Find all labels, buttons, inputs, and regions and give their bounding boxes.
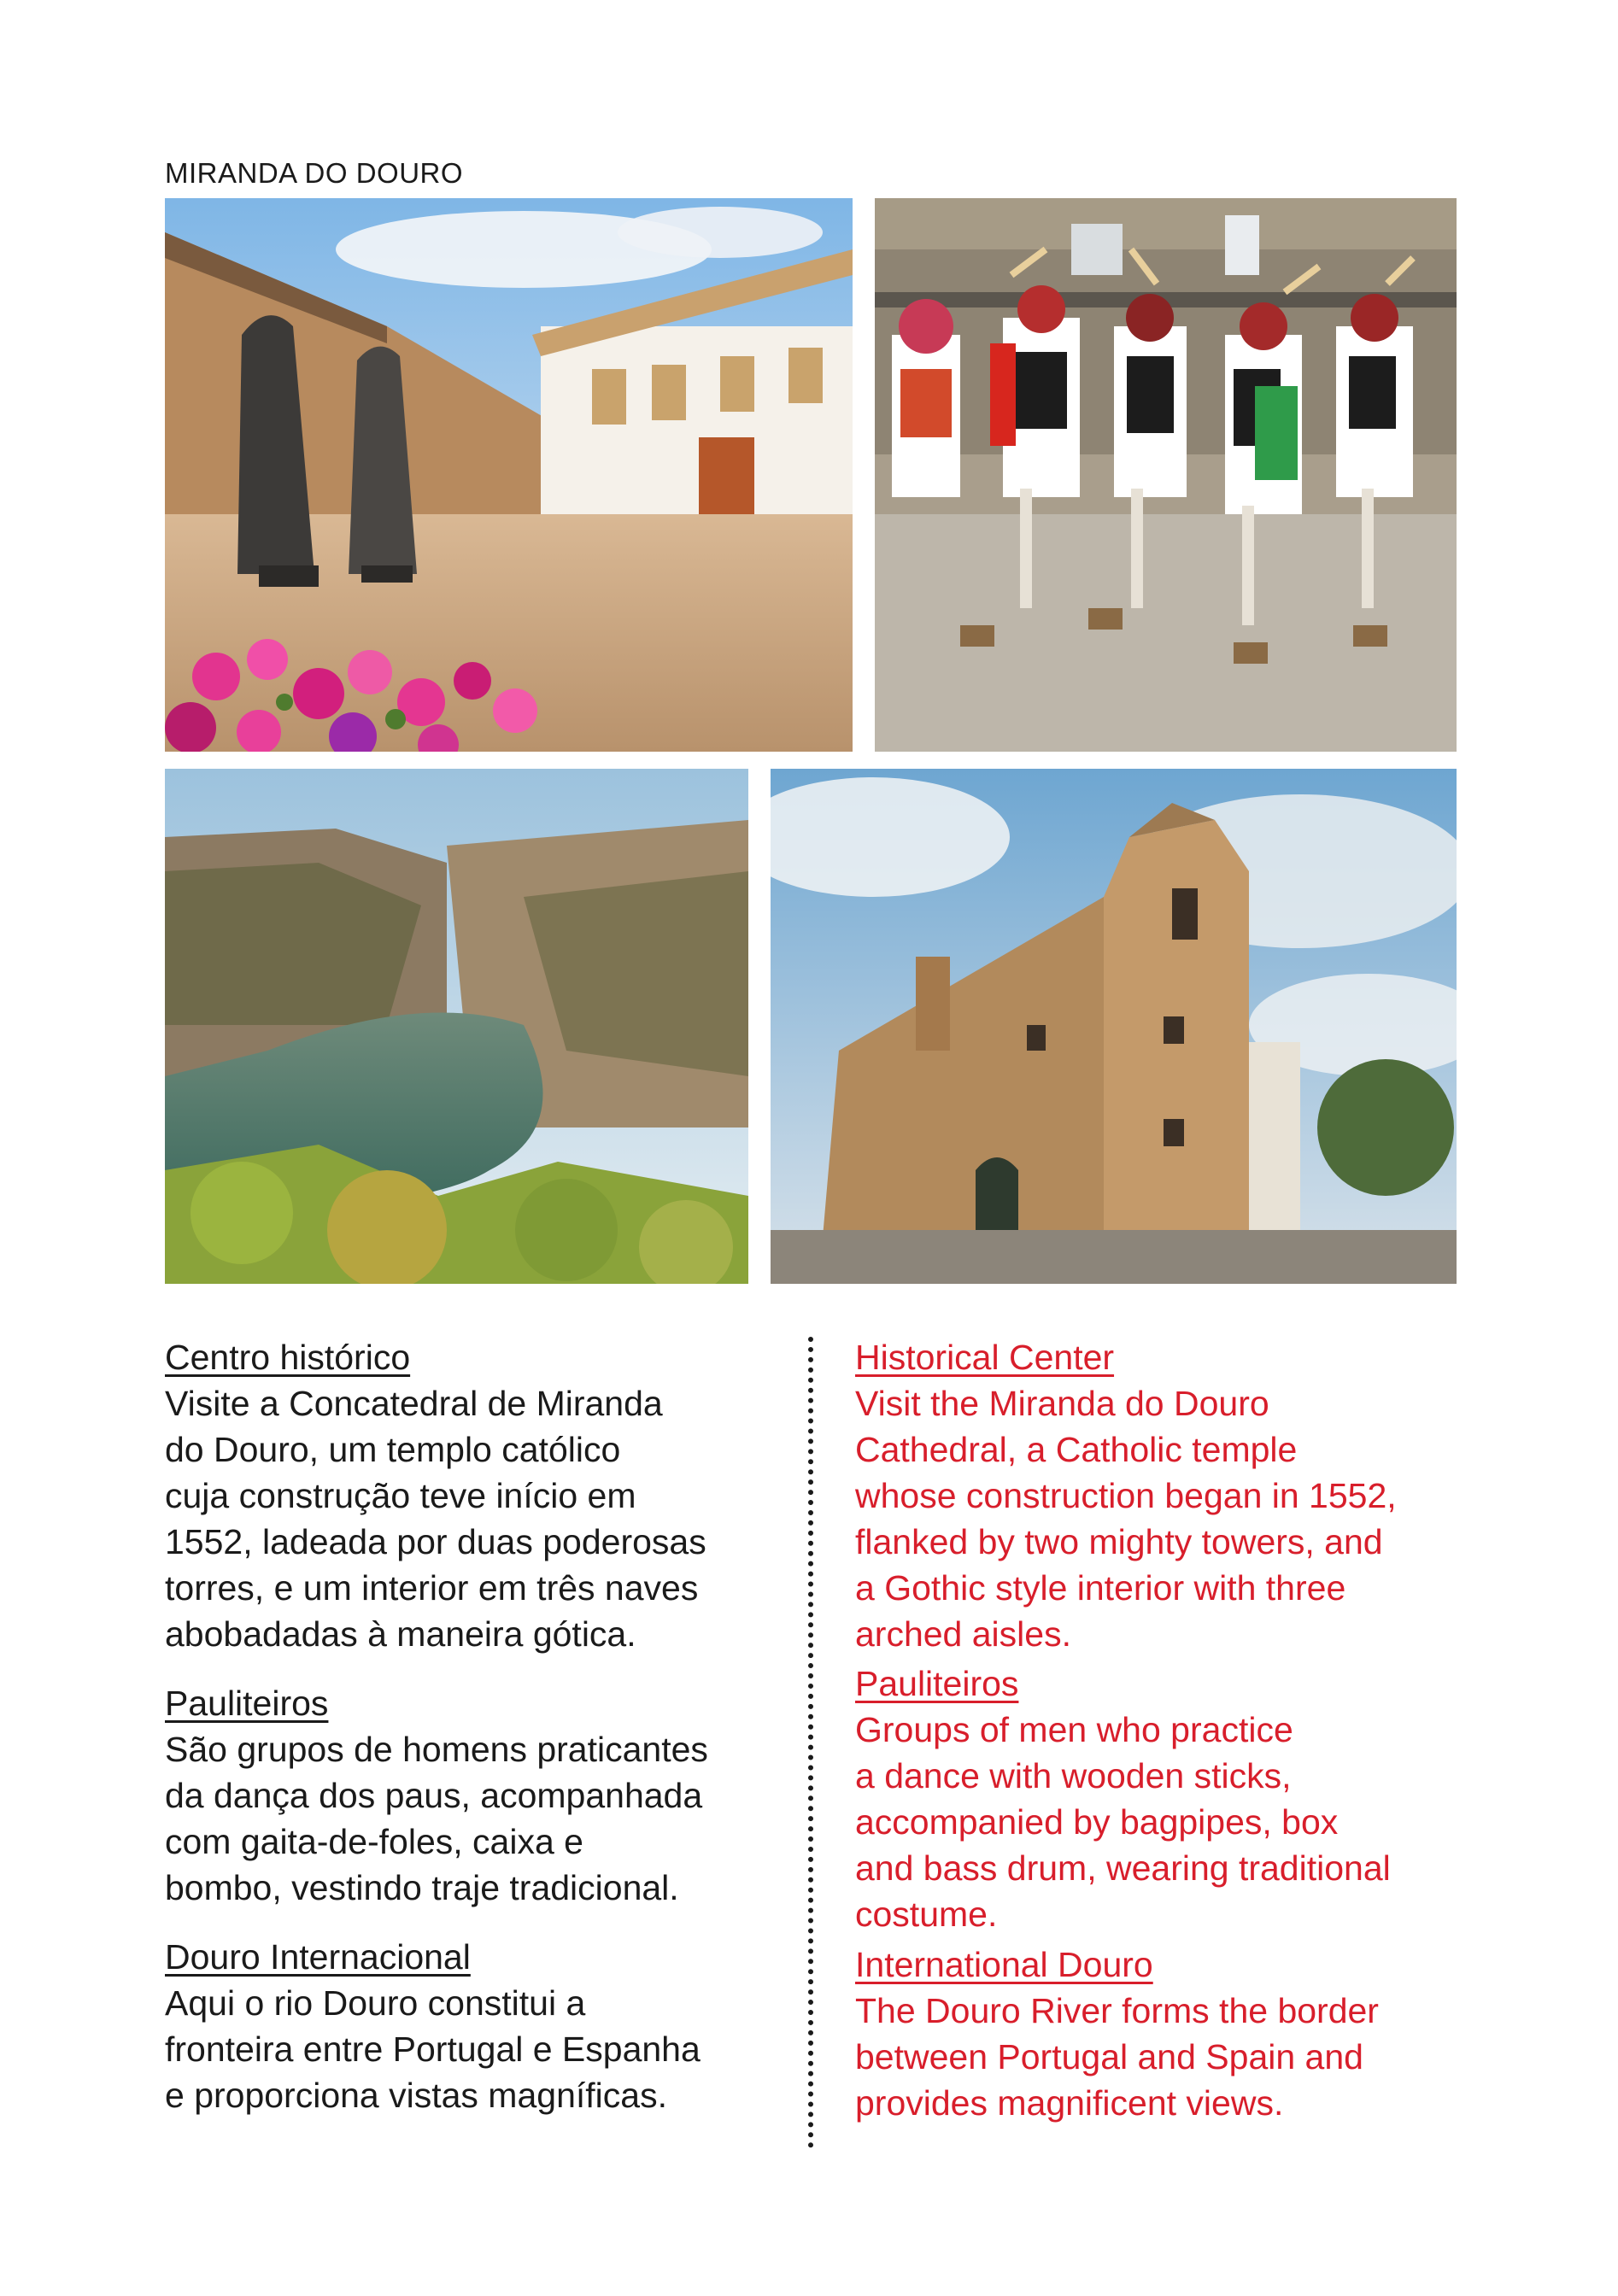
portuguese-column [165,1334,780,2118]
section-international-douro [855,1942,1470,2126]
section-title: Centro histórico [165,1338,411,1377]
section-body: São grupos de homens praticantes da dança dos paus, acompanhada com gaita-de-foles, caixa e bombo, vestindo traje tradicional. [165,1730,708,1907]
section-title: Douro Internacional [165,1937,471,1977]
photo-statues-square [165,198,853,752]
section-historical-center [855,1334,1470,1657]
dotted-divider [808,1337,813,2148]
section-title: Pauliteiros [855,1664,1019,1703]
english-column [855,1334,1470,2126]
photo-statues-square-icon [165,198,853,752]
section-douro-internacional [165,1934,780,2118]
location-label: MIRANDA DO DOURO [165,157,464,189]
section-body: Aqui o rio Douro constitui a fronteira entre Portugal e Espanha e proporciona vistas magníficas. [165,1983,701,2115]
section-pauliteiros [165,1680,780,1911]
photo-cathedral-icon [771,769,1457,1284]
section-pauliteiros-en [855,1660,1470,1937]
photo-pauliteiros-dancers-icon [875,198,1457,752]
section-title: International Douro [855,1945,1153,1984]
section-body: Visite a Concatedral de Miranda do Douro, um templo católico cuja construção teve início em 1552, ladeada por duas poderosas torres, e um interior em três naves abobadadas à maneira gótica. [165,1384,706,1654]
section-body: Visit the Miranda do Douro Cathedral, a Catholic temple whose construction began in 1552, flanked by two mighty towers, and a Gothic style interior with three arched aisles. [855,1384,1397,1654]
section-centro-historico [165,1334,780,1657]
photo-douro-canyon-icon [165,769,748,1284]
section-body: Groups of men who practice a dance with wooden sticks, accompanied by bagpipes, box and bass drum, wearing traditional costume. [855,1710,1391,1934]
photo-pauliteiros-dancers [875,198,1457,752]
section-title: Historical Center [855,1338,1115,1377]
photo-cathedral [771,769,1457,1284]
photo-douro-canyon [165,769,748,1284]
section-title: Pauliteiros [165,1684,329,1723]
section-body: The Douro River forms the border between Portugal and Spain and provides magnificent views. [855,1991,1379,2123]
